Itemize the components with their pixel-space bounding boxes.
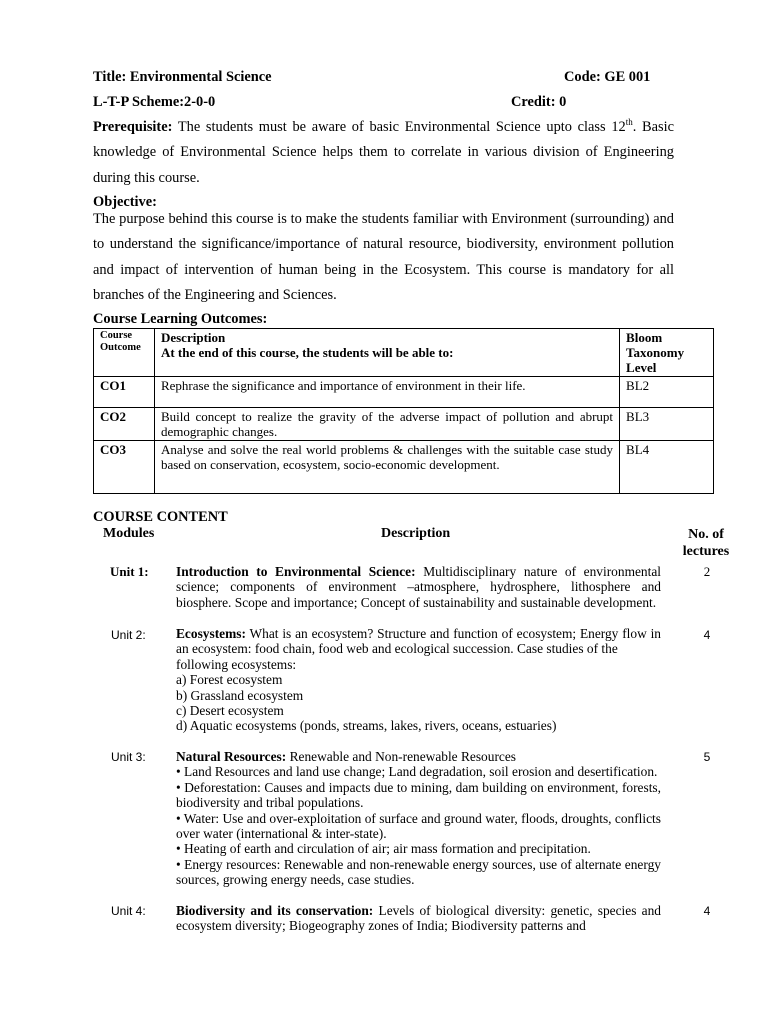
ltp-scheme: L-T-P Scheme:2-0-0 — [93, 94, 216, 110]
clo-header-bloom-level: Bloom Taxonomy Level — [620, 329, 714, 377]
clo-header-course-outcome: Course Outcome — [94, 329, 155, 377]
clo-heading: Course Learning Outcomes: — [93, 311, 268, 327]
clo-table — [93, 328, 714, 494]
credit: Credit: 0 — [511, 94, 567, 110]
clo-row: CO2 Build concept to realize the gravity of the adverse impact of pollution and abrupt demographic changes. BL3 — [94, 408, 714, 441]
unit-4-description: Biodiversity and its conservation: Levels of biological diversity: genetic, species and ecosystem diversity; Biogeography zones of India; Biodiversity patterns and — [176, 903, 661, 934]
unit-4-label: Unit 4: — [111, 904, 146, 918]
modules-column-header: Modules — [103, 526, 155, 541]
unit-4-lectures: 4 — [703, 904, 711, 918]
clo-header-description: Description At the end of this course, the students will be able to: — [154, 329, 619, 377]
unit-1-lectures: 2 — [703, 564, 711, 579]
prerequisite-paragraph: Prerequisite: The students must be aware of basic Environmental Science upto class 12th. Basic knowledge of Environmental Science helps them to correlate in various division of Engineering during this course. — [93, 117, 674, 186]
lectures-column-header: No. of lectures — [682, 527, 730, 559]
unit-2-lectures: 4 — [703, 628, 711, 642]
course-title: Title: Environmental Science — [93, 69, 272, 85]
clo-row: CO1 Rephrase the significance and importance of environment in their life. BL2 — [94, 377, 714, 408]
description-column-header: Description — [381, 526, 451, 541]
unit-3-lectures: 5 — [703, 750, 711, 764]
unit-1-label: Unit 1: — [110, 564, 149, 579]
unit-3-description: Natural Resources: Renewable and Non-renewable Resources • Land Resources and land use change; Land degradation, soil erosion and desertification. • Deforestation: Causes and impacts due to mining, dam building on environment, forests, biodiversity and tribal populations. • Water: Use and over-exploitation of surface and ground water, floods, droughts, conflicts over water (international & inter-state). • Heating of earth and circulation of air; air mass formation and precipitation. • Energy resources: Renewable and non-renewable energy sources, use of alternate energy sources, growing energy needs, case studies. — [176, 749, 661, 888]
unit-2-label: Unit 2: — [111, 628, 146, 642]
unit-1-description: Introduction to Environmental Science: Multidisciplinary nature of environmental science; components of environment –atmosphere, hydrosphere, lithosphere and biosphere. Scope and importance; Concept of sustainability and sustainable development. — [176, 564, 662, 610]
course-code: Code: GE 001 — [564, 69, 651, 85]
unit-2-description: Ecosystems: What is an ecosystem? Structure and function of ecosystem; Energy flow in an ecosystem: food chain, food web and ecological succession. Case studies of the following ecosystems: a) Forest ecosystem b) Grassland ecosystem c) Desert ecosystem d) Aquatic ecosystems (ponds, streams, lakes, rivers, oceans, estuaries) — [176, 626, 661, 734]
clo-header-row — [94, 329, 714, 377]
unit-3-label: Unit 3: — [111, 750, 146, 764]
objective-paragraph: The purpose behind this course is to make the students familiar with Environment (surrounding) and to understand the significance/importance of natural resource, biodiversity, environment pollution and impact of intervention of human being in the Ecosystem. This course is mandatory for all branches of the Engineering and Sciences. — [93, 211, 674, 303]
course-content-heading: COURSE CONTENT — [93, 509, 228, 525]
objective-heading: Objective: — [93, 194, 157, 210]
clo-row: CO3 Analyse and solve the real world problems & challenges with the suitable case study based on conservation, ecosystem, socio-economic development. BL4 — [94, 441, 714, 494]
